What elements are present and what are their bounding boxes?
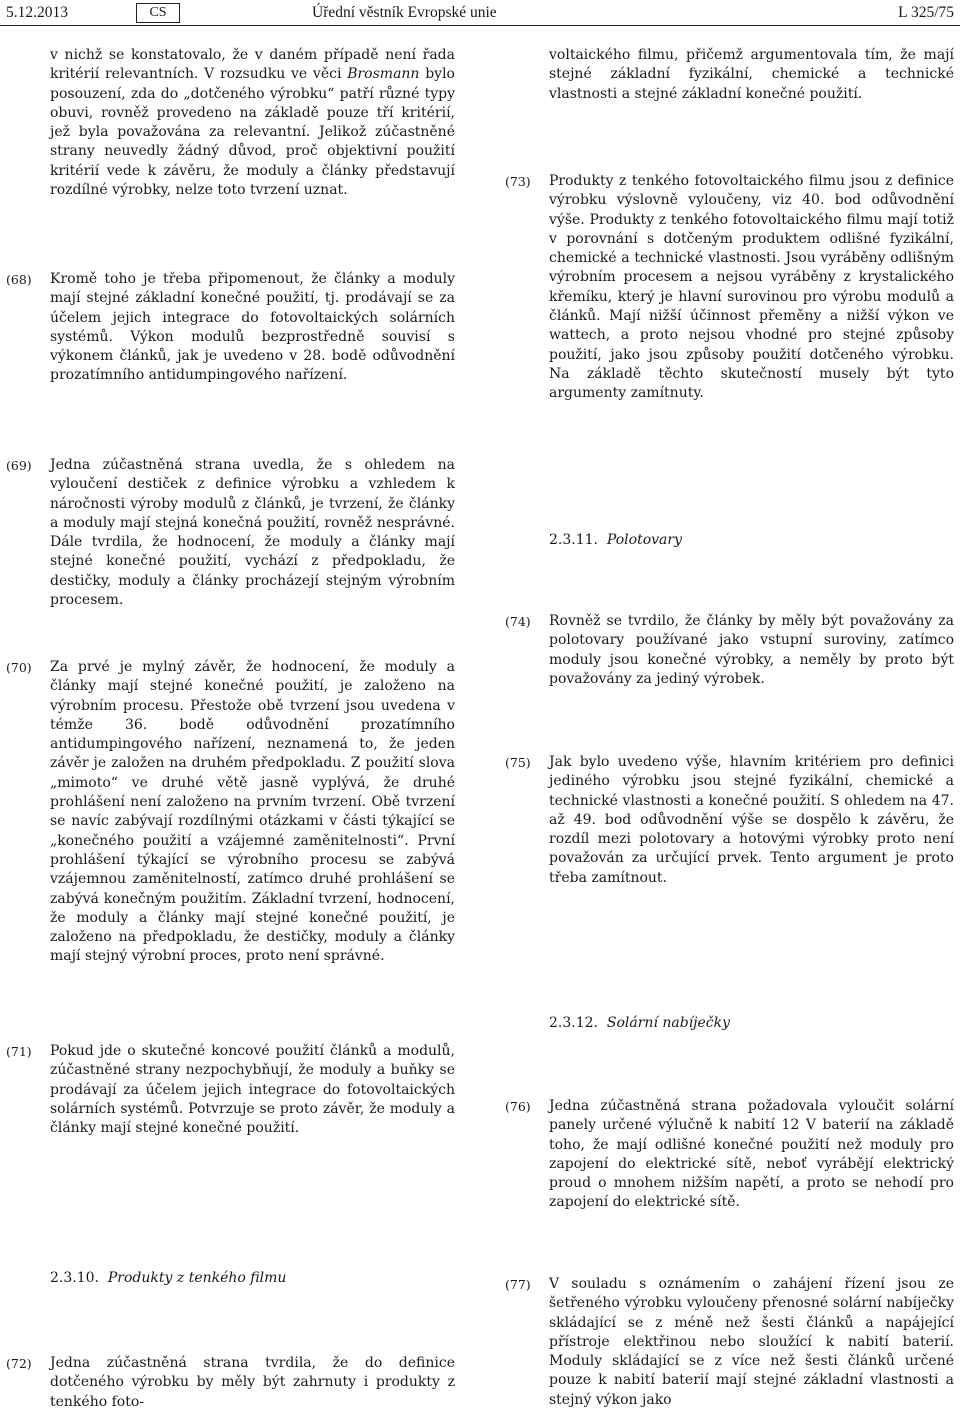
section-title: Solární nabíječky — [606, 1015, 731, 1031]
paragraph-number: (72) — [6, 1356, 32, 1371]
section-title: Polotovary — [606, 532, 682, 548]
section-heading-2-3-12 — [549, 1014, 730, 1033]
paragraph-number: (75) — [505, 755, 531, 770]
continued-text: voltaického filmu, přičemž argumentovala tím, že mají stejné základní fyzikální, chemické a technické vlastnosti a stejné základní konečné použití. — [549, 47, 954, 102]
paragraph-text: V souladu s oznámením o zahájení řízení jsou ze šetřeného výrobku vyloučeny přenosné solární nabíječky skládající se z méně než šesti článků a napájející přístroje elektřinou nebo sloužící k nabití baterií. Moduly skládající se z více než šesti článků určené pouze k nabití baterií mají stejné základní vlastnosti a stejný výkon jako — [549, 1276, 954, 1408]
case-name: Brosmann — [347, 66, 420, 83]
paragraph-number: (68) — [6, 272, 32, 287]
paragraph-text: Jedna zúčastněná strana požadovala vyloučit solární panely určené výlučně k nabití 12 V baterií na základě toho, že mají odlišné konečné použití než moduly pro zapojení do elektrické sítě, neboť vyrábějí elektrický proud o mnohem nižším napětí, a proto se nehodí pro zapojení do elektrické sítě. — [549, 1098, 954, 1211]
left-continued-text — [50, 46, 455, 200]
paragraph-number: (69) — [6, 458, 32, 473]
paragraph-text: Jedna zúčastněná strana uvedla, že s ohledem na vyloučení destiček z definice výrobku a vzhledem k náročnosti výroby modulů z článků, je tvrzení, že články a moduly mají stejná konečná použití, rovněž nesprávné. Dále tvrdila, že hodnocení, že moduly a články mají stejné konečné použití, vychází z předpokladu, že destičky, moduly a články procházejí stejným výrobním procesem. — [50, 457, 455, 609]
paragraph-number: (71) — [6, 1044, 32, 1059]
section-heading-2-3-11 — [549, 531, 682, 550]
section-number: 2.3.11. — [549, 532, 598, 548]
journal-title: Úřední věstník Evropské unie — [312, 4, 497, 21]
paragraph-text: Rovněž se tvrdilo, že články by měly být považovány za polotovary používané jako vstupní suroviny, zatímco moduly jsou konečné výrobky, a neměly by proto být považovány za jediný výrobek. — [549, 613, 954, 687]
paragraph-number: (70) — [6, 660, 32, 675]
language-badge: CS — [136, 3, 180, 23]
paragraph-number: (74) — [505, 614, 531, 629]
paragraph-text: Pokud jde o skutečné koncové použití článků a modulů, zúčastněné strany nezpochybňují, že moduly a buňky se prodávají za účelem jejich integrace do fotovoltaických solárních systémů. Potvrzuje se proto závěr, že moduly a články mají stejné konečné použití. — [50, 1043, 455, 1137]
paragraph-text: Produkty z tenkého fotovoltaického filmu jsou z definice výrobku výslovně vyloučeny, viz 40. bod odůvodnění výše. Produkty z tenkého fotovoltaického filmu mají totiž v porovnání s dotčeným produktem odlišné fyzikální, chemické a technické vlastnosti. Jsou vyráběny odlišným výrobním procesem a nejsou vyráběny z krystalického křemíku, který je hlavní surovinou pro výrobu modulů a článků. Mají nižší účinnost přeměny a nižší výkon ve wattech, a proto nejsou vhodné pro stejné způsoby použití, jako jsou způsoby použití dotčeného výrobku. Na základě těchto skutečností musely být tyto argumenty zamítnuty. — [549, 173, 954, 402]
journal-header — [0, 0, 960, 30]
section-number: 2.3.10. — [50, 1270, 99, 1286]
paragraph-text: Kromě toho je třeba připomenout, že články a moduly mají stejné základní konečné použití, tj. prodávají se za účelem jejich integrace do fotovoltaických solárních systémů. Výkon modulů bezprostředně souvisí s výkonem článků, jak je uvedeno v 28. bodě odůvodnění prozatímního antidumpingového nařízení. — [50, 271, 455, 384]
page-number: L 325/75 — [898, 4, 954, 21]
paragraph-number: (73) — [505, 174, 531, 189]
header-divider — [0, 25, 960, 26]
section-heading-2-3-10 — [50, 1269, 286, 1288]
right-continued-text — [549, 46, 954, 104]
paragraph-text: Jedna zúčastněná strana tvrdila, že do definice dotčeného výrobku by měly být zahrnuty i produkty z tenkého foto- — [50, 1355, 455, 1410]
paragraph-text: Za prvé je mylný závěr, že hodnocení, že moduly a články mají stejné konečné použití, je založeno na výrobním procesu. Přestože obě tvrzení jsou uvedena v témže 36. bodě odůvodnění prozatímního antidumpingového nařízení, neznamená to, že jeden závěr je založen na druhém předpokladu. Z použití slova „mimoto“ ve druhé větě jasně vyplývá, že druhé prohlášení není založeno na prvním tvrzení. Obě tvrzení se navíc zabývají rozdílnými otázkami v části týkající se „konečného použití a vzájemné zaměnitelnosti“. První prohlášení týkající se výrobního procesu se zabývá vzájemnou zaměnitelností, zatímco druhé prohlášení se zabývá konečným použitím. Základní tvrzení, hodnocení, že moduly a články mají stejné konečné použití, je založeno na předpokladu, že destičky, moduly a články mají stejný výrobní proces, proto není správné. — [50, 659, 455, 965]
section-title: Produkty z tenkého filmu — [107, 1270, 287, 1286]
paragraph-number: (77) — [505, 1277, 531, 1292]
continued-text-part-1: v nichž se konstatovalo, že v daném případě není řada kritérií relevantních. V rozsudku ve věci — [50, 47, 455, 83]
continued-text-part-2: bylo posouzení, zda do „dotčeného výrobku“ patří různé typy obuvi, rovněž provedeno na základě pouze tří kritérií, jež byla považována za relevantní. Jelikož zúčastněné strany neuvedly žádný důvod, proč objektivní použití kritérií vede k závěru, že moduly a články představují rozdílné výrobky, nelze toto tvrzení uznat. — [50, 66, 455, 199]
publication-date: 5.12.2013 — [6, 4, 68, 21]
paragraph-number: (76) — [505, 1099, 531, 1114]
section-number: 2.3.12. — [549, 1015, 598, 1031]
paragraph-text: Jak bylo uvedeno výše, hlavním kritériem pro definici jediného výrobku jsou stejné fyzikální, chemické a technické vlastnosti a konečné použití. S ohledem na 47. až 49. bod odůvodnění výše se dospělo k závěru, že rozdíl mezi polotovary a hotovými výrobky proto není považován za určující prvek. Tento argument je proto třeba zamítnout. — [549, 754, 954, 886]
